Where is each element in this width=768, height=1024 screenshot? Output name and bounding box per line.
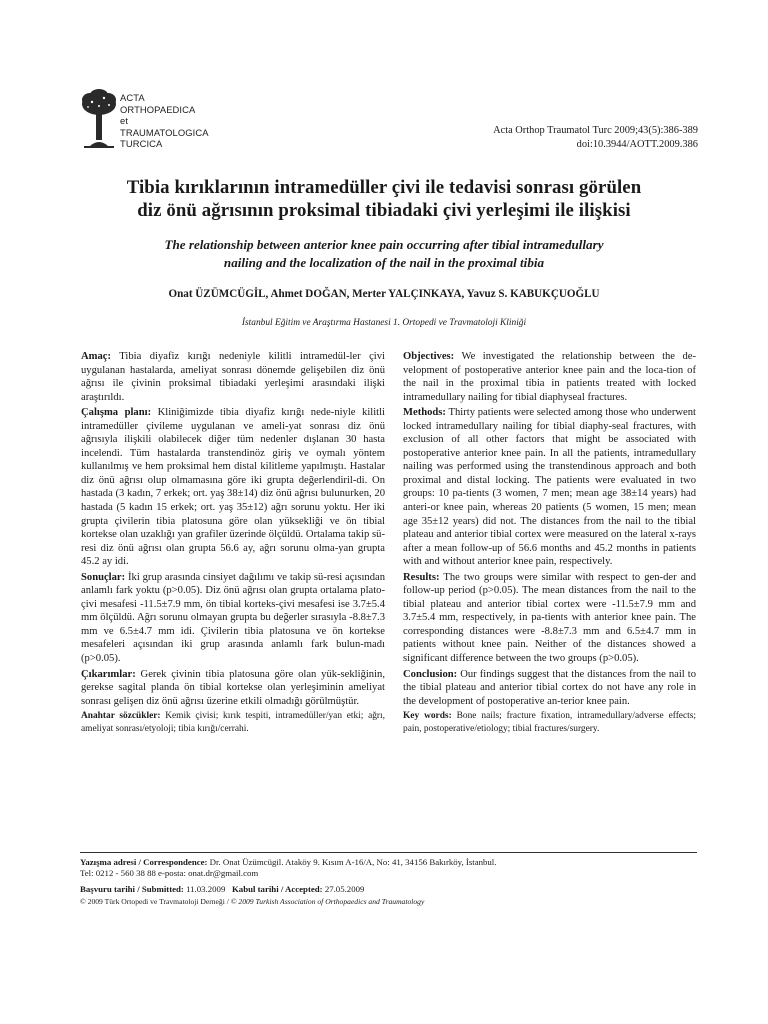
abstract-section <box>81 350 385 404</box>
logo-line: ACTA <box>120 92 145 103</box>
keywords-text: Kemik çivisi; kırık tespiti, intramedüller/yan etki; ağrı, ameliyat sonrası/etyoloji; tibia kırığı/cerrahi. <box>81 711 385 734</box>
section-text: Thirty patients were selected among those who underwent locked intramedullary nailing for tibial diaphy-seal fractures, with exclusion of all other factors that might be associated with postoperative anterior knee pain. In all the patients, intramedullary nailing was performed using the transtendinous approach and both proximal and distal locking. The patients were evaluated in two groups: 10 pa-tients (3 women, 7 men; mean age 38±14 years) had anteri-or knee pain, whereas 20 patients (5 women, 15 men; mean age 35±12 years) did not. The distances from the nail to the tibial plateau and anterior tibial cortex were measured on the lateral x-rays after a mean follow-up of 56.6 months and 45.2 months in patients with and without anterior knee pain, respectively. <box>403 407 696 568</box>
title-line: Tibia kırıklarının intramedüller çivi ile tedavisi sonrası görülen <box>126 177 642 198</box>
dates <box>80 884 700 895</box>
copyright <box>80 896 700 907</box>
abstract-section <box>403 406 696 569</box>
submitted-date: 11.03.2009 <box>186 884 226 894</box>
section-label: Çalışma planı: <box>81 407 152 419</box>
abstract-english <box>403 350 696 737</box>
logo-line: TURCICA <box>120 138 163 150</box>
keywords <box>403 710 696 735</box>
copyright-en: © 2009 Turkish Association of Orthopaedics and Traumatology <box>230 897 425 906</box>
section-text: The two groups were similar with respect to gen-der and follow-up period (p>0.05). The mean distances from the nail to the tibial plateau and anterior tibial cortex were -11.5±7.9 mm and 3.7±5.4 mm, respectively, in pa-tients with anterior knee pain. The corresponding distances were -8.8±7.3 mm and 6.5±4.7 mm in patients without knee pain. Neither of the distances showed a significant difference between the two groups (p>0.05). <box>403 571 696 665</box>
section-text: Kliniğimizde tibia diyafiz kırığı nede-niyle kilitli intramedüller çivileme uygulanan ve ameli-yat sonrası diz önü ağrısıyla ilişkili olabilecek diğer tüm nedenler dışlanan 30 hasta incelendi. Tüm hastalarda transtendinöz giriş ve oymalı yöntem kullanılmış ve hem proksimal hem distal kilitleme yapılmıştı. Hastalar diz önü ağrısı olup olmamasına göre iki grupta değerlendiril-di. On hastada (3 kadın, 7 erkek; ort. yaş 38±14) diz önü ağrısı bulunurken, 20 hastada (5 kadın 15 erkek; ort. yaş 35±12) ağrı sorunu yoktu. Her iki grupta çivilerin tibia platosuna göre olan yüksekliği ve ön tibial kortekse olan uzaklığı yan grafiler üzerinde ölçüldü. Ortalama takip sü-resi diz önü ağrısı olan grupta 56.6 ay, ağrı sorunu olma-yan grupta 45.2 ay idi. <box>81 407 385 568</box>
abstract-section <box>81 571 385 666</box>
abstract-section <box>403 350 696 404</box>
citation-block <box>493 124 698 153</box>
accepted-date: 27.05.2009 <box>324 884 365 894</box>
correspondence <box>80 857 700 868</box>
correspondence-address: Dr. Onat Üzümcügil. Ataköy 9. Kısım A-16/A, No: 41, 34156 Bakırköy, İstanbul. <box>209 857 497 867</box>
tree-logo-icon <box>80 88 118 150</box>
submitted-label: Başvuru tarihi / Submitted: <box>80 884 184 894</box>
title-english <box>64 236 704 271</box>
abstract-section <box>81 668 385 709</box>
section-text: Tibia diyafiz kırığı nedeniyle kilitli intramedül-ler çivi uygulanan hastalarda, ameliyat sonrası dönemde gelişebilen diz önü ağrısı ile çivinin proksimal tibiadaki yerleşimi arasındaki ilişki araştırıldı. <box>81 351 385 403</box>
logo-line: TRAUMATOLOGICA <box>120 126 209 138</box>
section-label: Results: <box>403 571 440 583</box>
contact-info: Tel: 0212 - 560 38 88 e-posta: onat.dr@gmail.com <box>80 868 259 878</box>
section-label: Objectives: <box>403 351 455 362</box>
keywords <box>81 710 385 735</box>
affiliation: İstanbul Eğitim ve Araştırma Hastanesi 1. Ortopedi ve Travmatoloji Kliniği <box>241 318 527 328</box>
copyright-tr: © 2009 Türk Ortopedi ve Travmatoloji Derneği / <box>80 897 231 906</box>
abstract-section <box>403 571 696 666</box>
keywords-text: Bone nails; fracture fixation, intramedullary/adverse effects; pain, postoperative/etiology; tibial fractures/surgery. <box>403 711 696 734</box>
journal-name <box>120 92 209 150</box>
section-label: Çıkarımlar: <box>81 668 136 680</box>
section-text: We investigated the relationship between the de-velopment of postoperative anterior knee pain and the loca-tion of the nail in the proximal tibia in patients treated with locked intramedullary nailing for tibial diaphyseal fractures. <box>403 351 696 403</box>
logo-line: ORTHOPAEDICA <box>120 103 196 115</box>
journal-logo <box>80 88 230 150</box>
subtitle-line: The relationship between anterior knee pain occurring after tibial intramedullary <box>164 237 604 252</box>
doi: doi:10.3944/AOTT.2009.386 <box>576 139 698 151</box>
title-turkish <box>64 177 704 222</box>
section-text: Our findings suggest that the distances from the nail to the tibial plateau and anterior tibial cortex do not have any role in the development of postoperative an-terior knee pain. <box>403 668 696 707</box>
section-label: Amaç: <box>81 351 112 362</box>
logo-line: et <box>120 115 129 127</box>
abstract-turkish <box>81 350 385 737</box>
citation: Acta Orthop Traumatol Turc 2009;43(5):386-389 <box>493 125 698 136</box>
section-text: İki grup arasında cinsiyet dağılımı ve takip sü-resi açısından anlamlı fark yoktu (p>0.05). Diz önü ağrısı olan grupta ortalama plato-çivi mesafesi -11.5±7.9 mm, ön tibial korteks-çivi mesafesi ise 3.7±5.4 mm ölçüldü. Ağrı sorunu olmayan grupta bu değerler sırasıyla -8.8±7.3 mm ve 6.5±4.7 mm idi. Çivilerin tibia platosuna ve ön kortekse mesafeleri açısından iki grup arasında anlamlı fark bulun-madı (p>0.05). <box>81 571 385 665</box>
subtitle-line: nailing and the localization of the nail in the proximal tibia <box>223 254 545 270</box>
section-label: Methods: <box>403 407 446 419</box>
section-label: Sonuçlar: <box>81 571 126 583</box>
section-label: Conclusion: <box>403 668 458 680</box>
footer-divider <box>80 852 697 853</box>
keywords-label: Anahtar sözcükler: <box>81 711 161 722</box>
abstract-section <box>81 406 385 569</box>
correspondence-label: Yazışma adresi / Correspondence: <box>80 857 208 867</box>
abstract-section <box>403 668 696 709</box>
accepted-label: Kabul tarihi / Accepted: <box>231 884 323 894</box>
authors: Onat ÜZÜMCÜGİL, Ahmet DOĞAN, Merter YALÇINKAYA, Yavuz S. KABUKÇUOĞLU <box>168 288 600 300</box>
section-text: Gerek çivinin tibia platosuna göre olan yük-sekliğinin, gerekse sagital planda ön tibial kortekse olan yerleşiminin ameliyat sonrası gelişen diz önü ağrısı üzerine etkili olmadığı görülmüştür. <box>81 668 385 707</box>
title-line: diz önü ağrısının proksimal tibiadaki çivi yerleşimi ile ilişkisi <box>137 199 631 221</box>
keywords-label: Key words: <box>403 711 452 722</box>
